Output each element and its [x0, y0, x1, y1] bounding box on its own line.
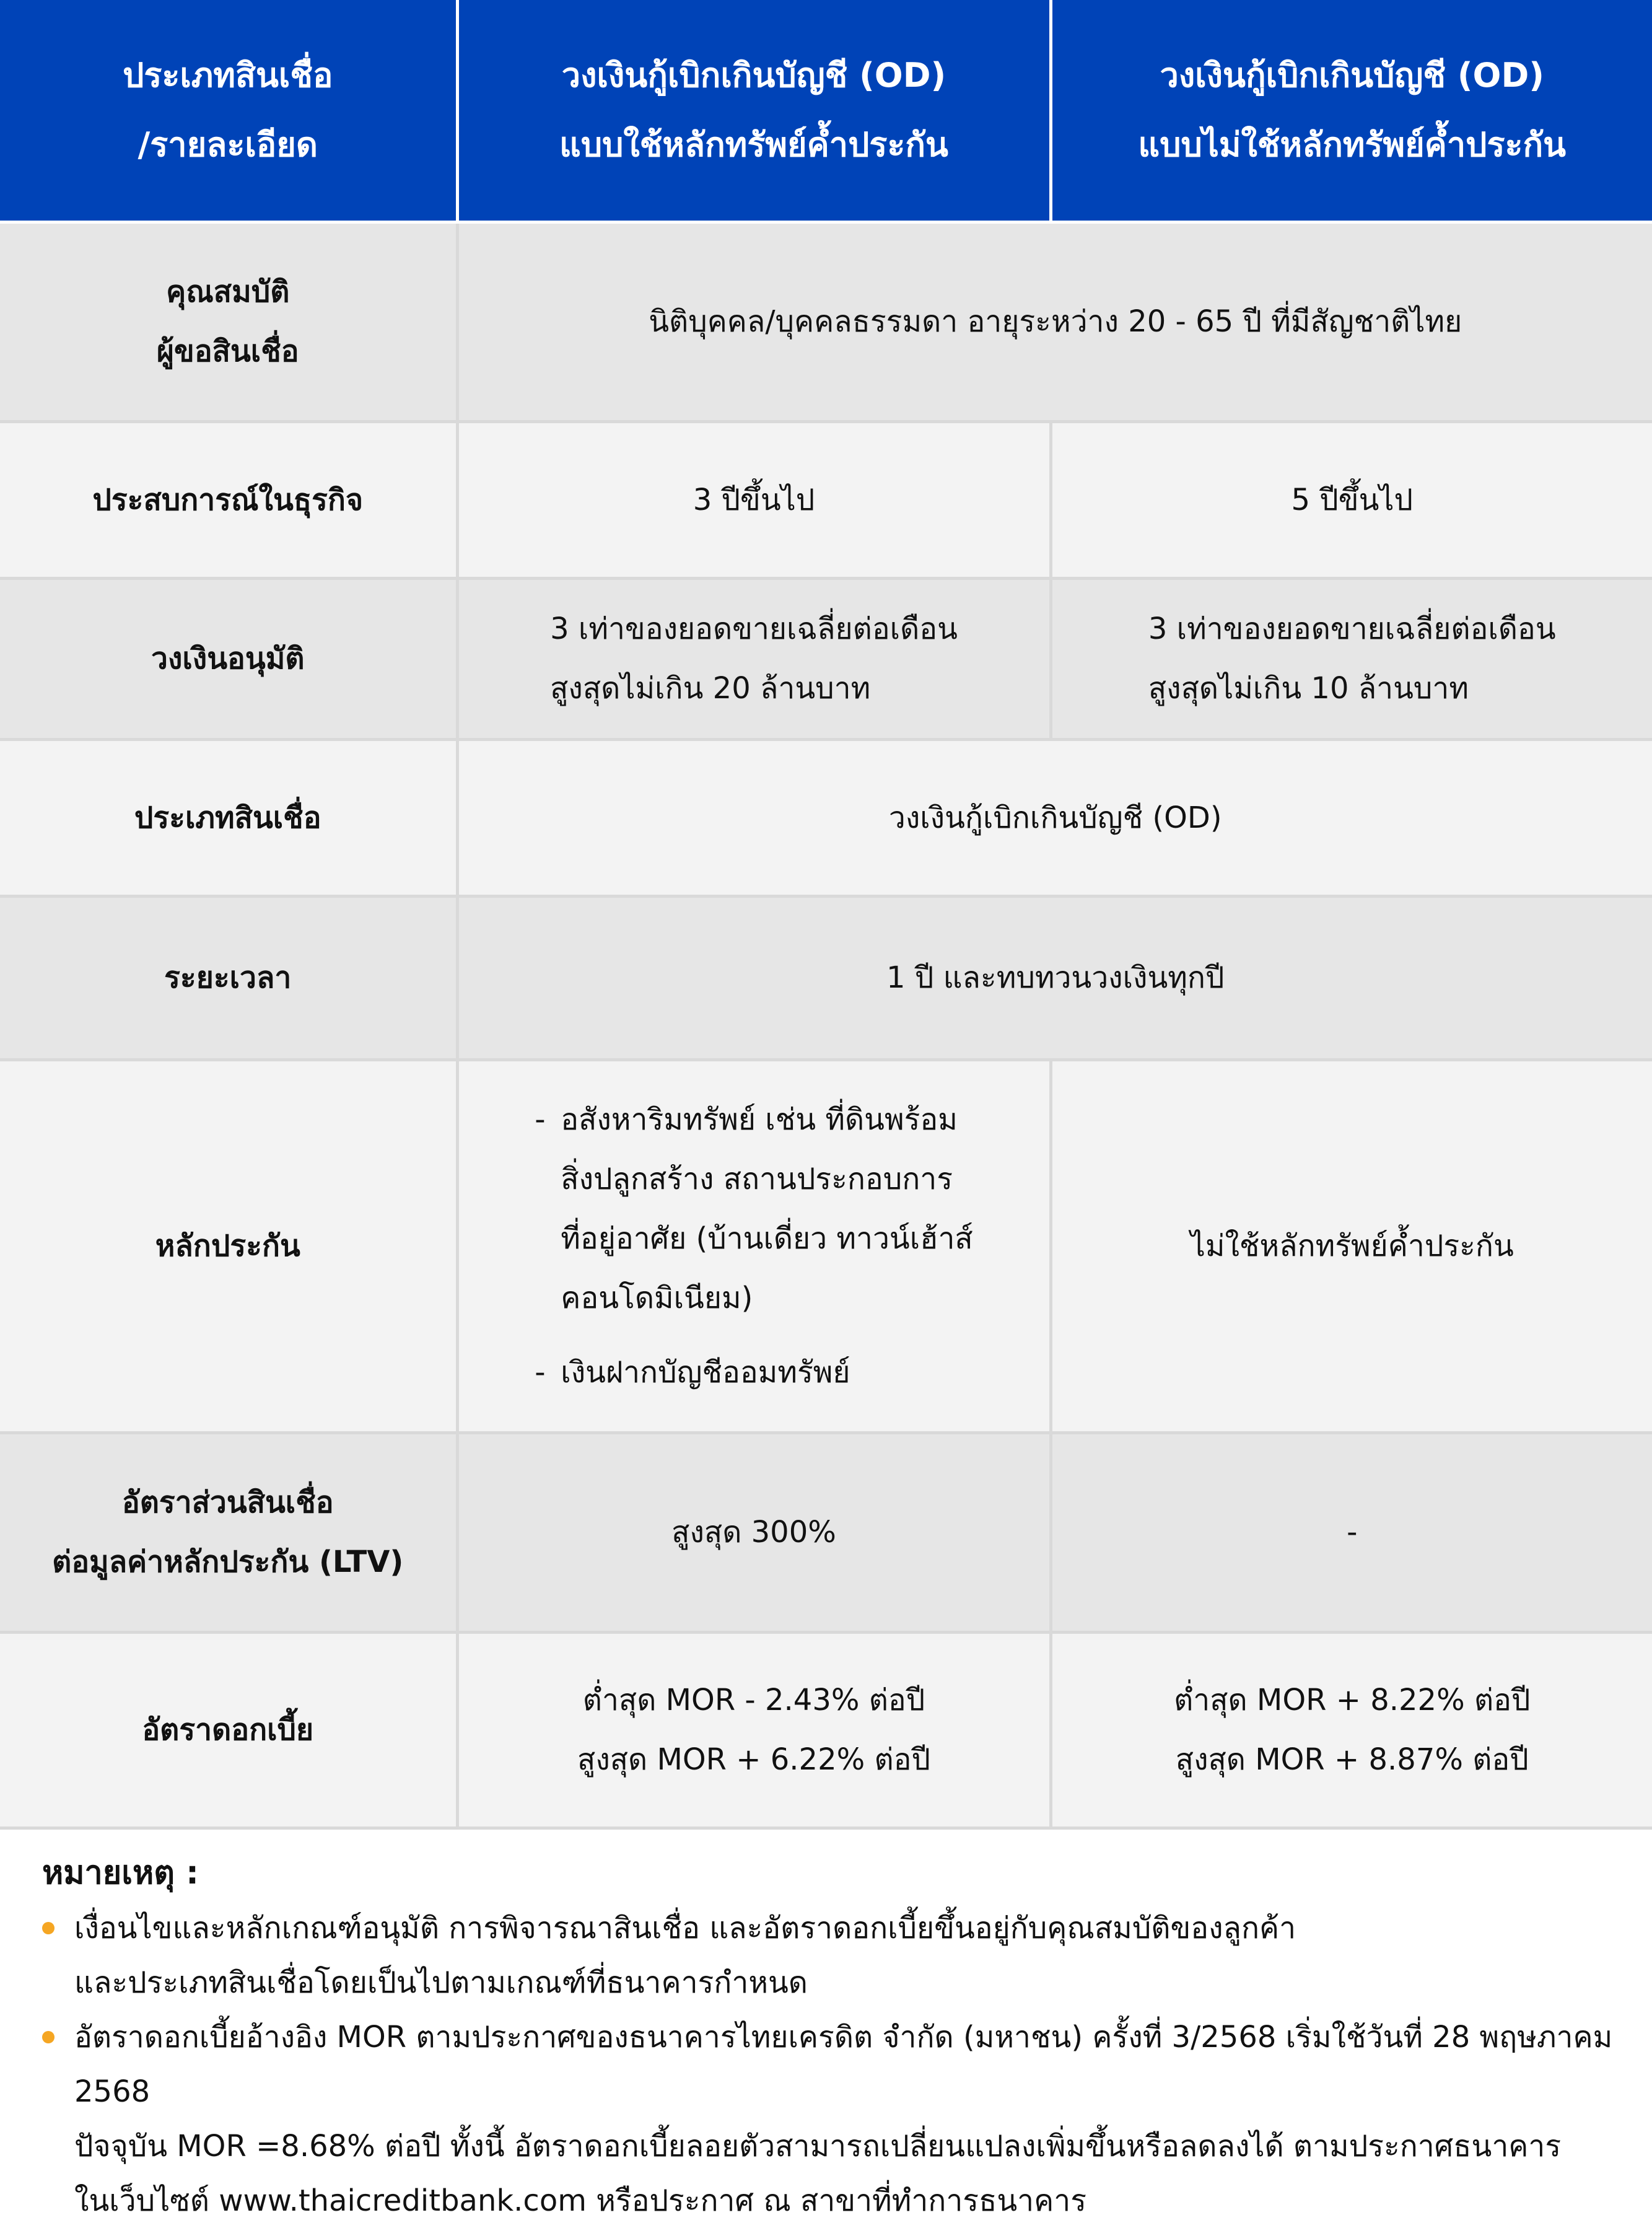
collateral-text: สิ่งปลูกสร้าง สถานประกอบการ — [561, 1162, 953, 1196]
interest-text: ต่ำสุด MOR + 8.22% ต่อปี — [1174, 1683, 1531, 1717]
label-text: คุณสมบัติ — [166, 274, 290, 309]
collateral-text: เงินฝากบัญชีออมทรัพย์ — [561, 1355, 850, 1390]
interest-with-collateral — [457, 1632, 1051, 1828]
collateral-text: ที่อยู่อาศัย (บ้านเดี่ยว ทาวน์เฮ้าส์ — [561, 1221, 973, 1256]
table-header-row — [0, 0, 1652, 222]
limit-with-collateral — [457, 578, 1051, 739]
table-row-loan-type — [0, 739, 1652, 896]
header-text: /รายละเอียด — [138, 125, 318, 164]
note-item — [42, 2010, 1628, 2228]
collateral-text: คอนโดมิเนียม) — [561, 1281, 753, 1315]
header-text: วงเงินกู้เบิกเกินบัญชี (OD) — [561, 55, 946, 95]
interest-text: ต่ำสุด MOR - 2.43% ต่อปี — [582, 1683, 925, 1717]
label-text: อัตราส่วนสินเชื่อ — [121, 1485, 334, 1520]
ltv-without-collateral: - — [1051, 1432, 1652, 1632]
row-label: หลักประกัน — [0, 1059, 457, 1432]
interest-without-collateral — [1051, 1632, 1652, 1828]
dash-marker: - — [535, 1102, 546, 1137]
header-text: แบบไม่ใช้หลักทรัพย์ค้ำประกัน — [1138, 125, 1567, 164]
table-row-interest-rate — [0, 1632, 1652, 1828]
limit-without-collateral — [1051, 578, 1652, 739]
table-row-duration — [0, 896, 1652, 1059]
table-row-collateral — [0, 1059, 1652, 1432]
limit-text: 3 เท่าของยอดขายเฉลี่ยต่อเดือน — [1148, 612, 1556, 646]
dash-marker: - — [535, 1355, 546, 1390]
row-label: ระยะเวลา — [0, 896, 457, 1059]
notes-section — [42, 1845, 1628, 2228]
list-item — [535, 1343, 972, 1402]
table-row-experience — [0, 421, 1652, 578]
row-label — [0, 1432, 457, 1632]
note-text: ในเว็บไซต์ www.thaicreditbank.com หรือประกาศ ณ สาขาที่ทำการธนาคาร — [74, 2183, 1086, 2218]
header-text: แบบใช้หลักทรัพย์ค้ำประกัน — [559, 125, 948, 164]
note-text: ปัจจุบัน MOR =8.68% ต่อปี ทั้งนี้ อัตราดอกเบี้ยลอยตัวสามารถเปลี่ยนแปลงเพิ่มขึ้นหรือลดลงได้ ตามประกาศธนาคาร — [74, 2129, 1562, 2164]
limit-text: สูงสุดไม่เกิน 20 ล้านบาท — [550, 671, 871, 706]
label-text: ต่อมูลค่าหลักประกัน (LTV) — [52, 1545, 404, 1579]
note-item — [42, 1901, 1628, 2010]
interest-text: สูงสุด MOR + 6.22% ต่อปี — [577, 1742, 930, 1777]
note-text: และประเภทสินเชื่อโดยเป็นไปตามเกณฑ์ที่ธนาคารกำหนด — [74, 1965, 808, 2000]
limit-text: 3 เท่าของยอดขายเฉลี่ยต่อเดือน — [550, 612, 958, 646]
interest-text: สูงสุด MOR + 8.87% ต่อปี — [1175, 1742, 1529, 1777]
header-text: วงเงินกู้เบิกเกินบัญชี (OD) — [1160, 55, 1544, 95]
note-text: อัตราดอกเบี้ยอ้างอิง MOR ตามประกาศของธนาคารไทยเครดิต จำกัด (มหาชน) ครั้งที่ 3/2568 เริ่มใช้วันที่ 28 พฤษภาคม 2568 — [74, 2020, 1613, 2109]
header-category-detail — [0, 0, 457, 222]
table-row-ltv — [0, 1432, 1652, 1632]
row-label: ประสบการณ์ในธุรกิจ — [0, 421, 457, 578]
collateral-text: อสังหาริมทรัพย์ เช่น ที่ดินพร้อม — [561, 1102, 958, 1137]
ltv-with-collateral: สูงสุด 300% — [457, 1432, 1051, 1632]
collateral-with-collateral — [457, 1059, 1051, 1432]
loan-type-value: วงเงินกู้เบิกเกินบัญชี (OD) — [457, 739, 1652, 896]
table-row-approved-limit — [0, 578, 1652, 739]
table-row-qualification — [0, 222, 1652, 421]
notes-title: หมายเหตุ : — [42, 1854, 199, 1892]
row-label — [0, 222, 457, 421]
qualification-value: นิติบุคคล/บุคคลธรรมดา อายุระหว่าง 20 - 65 ปี ที่มีสัญชาติไทย — [457, 222, 1652, 421]
header-od-with-collateral — [457, 0, 1051, 222]
experience-without-collateral: 5 ปีขึ้นไป — [1051, 421, 1652, 578]
collateral-without-collateral: ไม่ใช้หลักทรัพย์ค้ำประกัน — [1051, 1059, 1652, 1432]
bullet-dot-icon — [42, 2031, 55, 2043]
limit-text: สูงสุดไม่เกิน 10 ล้านบาท — [1148, 671, 1469, 706]
experience-with-collateral: 3 ปีขึ้นไป — [457, 421, 1051, 578]
list-item — [535, 1090, 972, 1328]
row-label: ประเภทสินเชื่อ — [0, 739, 457, 896]
duration-value: 1 ปี และทบทวนวงเงินทุกปี — [457, 896, 1652, 1059]
label-text: ผู้ขอสินเชื่อ — [156, 334, 299, 369]
bullet-dot-icon — [42, 1922, 55, 1934]
row-label: วงเงินอนุมัติ — [0, 578, 457, 739]
note-text: เงื่อนไขและหลักเกณฑ์อนุมัติ การพิจารณาสินเชื่อ และอัตราดอกเบี้ยขึ้นอยู่กับคุณสมบัติของลูกค้า — [74, 1911, 1296, 1945]
row-label: อัตราดอกเบี้ย — [0, 1632, 457, 1828]
header-od-without-collateral — [1051, 0, 1652, 222]
header-text: ประเภทสินเชื่อ — [123, 55, 333, 95]
